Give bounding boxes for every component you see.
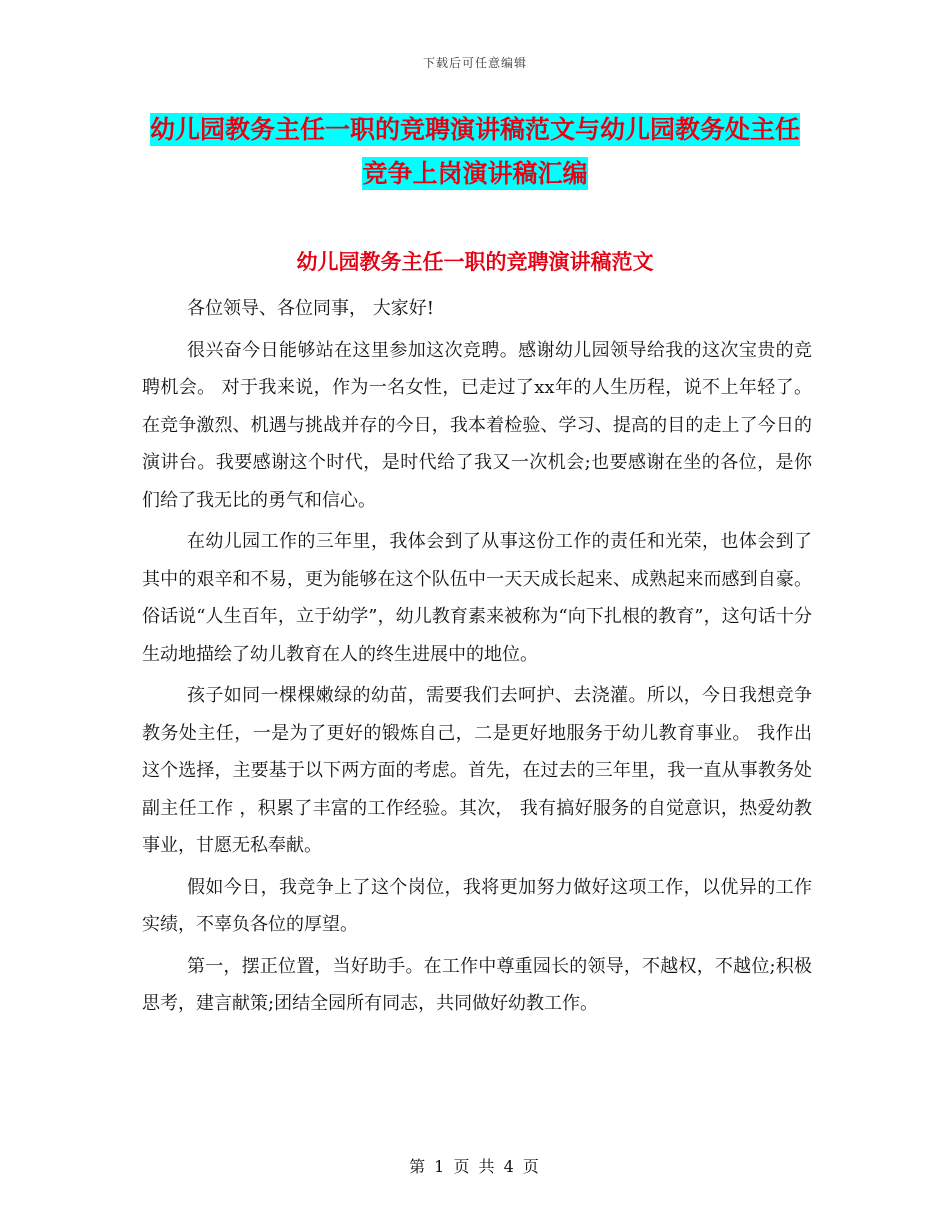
paragraph: 假如今日，我竞争上了这个岗位，我将更加努力做好这项工作，以优异的工作实绩，不辜负各位的厚望。 <box>142 876 812 935</box>
paragraph: 孩子如同一棵棵嫩绿的幼苗，需要我们去呵护、去浇灌。所以，今日我想竞争教务处主任，一是为了更好的锻炼自己，二是更好地服务于幼儿教育事业。 我作出这个选择，主要基于以下两方面的考虑。首先，在过去的三年里，我一直从事教务处副主任工作 ，积累了丰富的工作经验。其次， 我有搞好服务的自觉意识，热爱幼教事业，甘愿无私奉献。 <box>142 685 812 856</box>
page-footer: 第 1 页 共 4 页 <box>409 1157 541 1176</box>
paragraph: 很兴奋今日能够站在这里参加这次竞聘。感谢幼儿园领导给我的这次宝贵的竞聘机会。 对于我来说，作为一名女性，已走过了xx年的人生历程，说不上年轻了。在竞争激烈、机遇与挑战并存的今日，我本着检验、学习、提高的目的走上了今日的演讲台。我要感谢这个时代，是时代给了我又一次机会;也要感谢在坐的各位，是你们给了我无比的勇气和信心。 <box>142 339 812 511</box>
paragraph: 在幼儿园工作的三年里，我体会到了从事这份工作的责任和光荣，也体会到了其中的艰辛和不易，更为能够在这个队伍中一天天成长起来、成熟起来而感到自豪。俗话说“人生百年，立于幼学”，幼儿教育素来被称为“向下扎根的教育”，这句话十分生动地描绘了幼儿教育在人的终生进展中的地位。 <box>142 531 812 665</box>
document-title-text: 幼儿园教务主任一职的竞聘演讲稿范文与幼儿园教务处主任竞争上岗演讲稿汇编 <box>149 115 800 188</box>
section-title: 幼儿园教务主任一职的竞聘演讲稿范文 <box>296 250 654 274</box>
paragraph: 第一，摆正位置，当好助手。在工作中尊重园长的领导，不越权，不越位;积极思考，建言献策;团结全园所有同志，共同做好幼教工作。 <box>142 955 812 1014</box>
header-note: 下载后可任意编辑 <box>422 56 527 70</box>
body-text <box>142 290 812 1027</box>
paragraph: 各位领导、各位同事， 大家好! <box>187 298 434 319</box>
document-title <box>140 108 810 196</box>
